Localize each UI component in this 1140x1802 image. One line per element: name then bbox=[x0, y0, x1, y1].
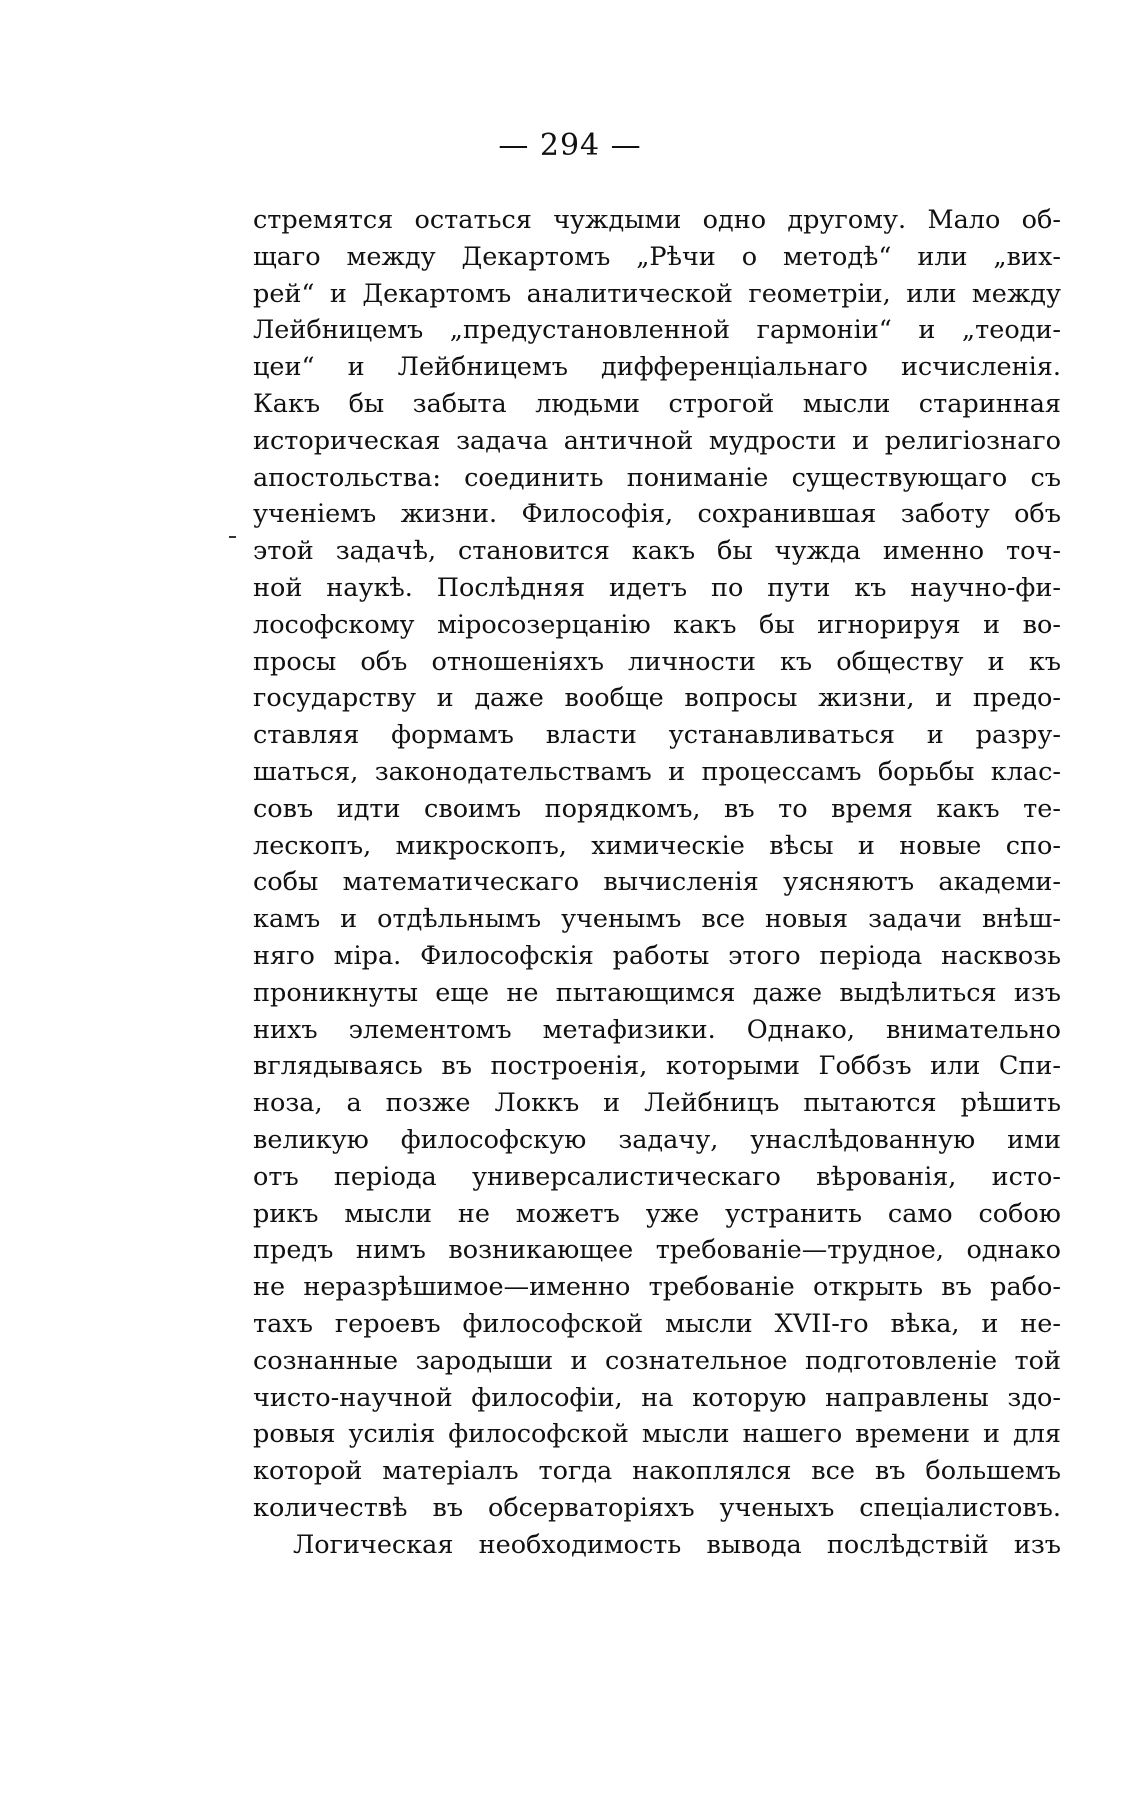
text-line: отъ періода универсалистическаго вѣрованія, исто- bbox=[253, 1161, 1061, 1192]
text-line: великую философскую задачу, унаслѣдованную ими bbox=[253, 1124, 1061, 1155]
text-line: предъ нимъ возникающее требованіе—трудное, однако bbox=[253, 1235, 1061, 1266]
text-line: цеи“ и Лейбницемъ дифференціальнаго исчисленія. bbox=[253, 352, 1061, 383]
text-line: этой задачѣ, становится какъ бы чужда именно точ- bbox=[253, 536, 1061, 567]
text-line: ной наукѣ. Послѣдняя идетъ по пути къ научно-фи- bbox=[253, 572, 1061, 603]
text-line: рикъ мысли не можетъ уже устранить само собою bbox=[253, 1198, 1061, 1229]
text-line: совъ идти своимъ порядкомъ, въ то время какъ те- bbox=[253, 793, 1061, 824]
text-line: стремятся остаться чуждыми одно другому. Мало об- bbox=[253, 205, 1061, 235]
text-line: Логическая необходимость вывода послѣдствій изъ bbox=[293, 1529, 1061, 1560]
text-line: ноза, а позже Локкъ и Лейбницъ пытаются рѣшить bbox=[253, 1088, 1061, 1119]
text-line: собы математическаго вычисленія уясняютъ академи- bbox=[253, 867, 1061, 898]
text-line: вглядываясь въ построенія, которыми Гоббзъ или Спи- bbox=[253, 1051, 1061, 1082]
text-line: лософскому міросозерцанію какъ бы игнорируя и во- bbox=[253, 609, 1061, 640]
text-line: которой матеріалъ тогда накоплялся все въ большемъ bbox=[253, 1456, 1061, 1487]
text-line: историческая задача античной мудрости и религіознаго bbox=[253, 425, 1061, 456]
text-line: няго міра. Философскія работы этого періода насквозь bbox=[253, 940, 1061, 971]
text-line: Какъ бы забыта людьми строгой мысли старинная bbox=[253, 388, 1061, 419]
text-line: ровыя усилія философской мысли нашего времени и для bbox=[253, 1419, 1061, 1450]
text-line: апостольства: соединить пониманіе существующаго съ bbox=[253, 462, 1061, 493]
text-line: проникнуты еще не пытающимся даже выдѣлиться изъ bbox=[253, 977, 1061, 1008]
text-line: чисто-научной философіи, на которую направлены здо- bbox=[253, 1382, 1061, 1413]
text-line: камъ и отдѣльнымъ ученымъ все новыя задачи внѣш- bbox=[253, 904, 1061, 935]
text-line: лескопъ, микроскопъ, химическіе вѣсы и новые спо- bbox=[253, 830, 1061, 861]
margin-mark bbox=[229, 536, 236, 538]
text-line: тахъ героевъ философской мысли XVII-го вѣка, и не- bbox=[253, 1308, 1061, 1339]
text-line: нихъ элементомъ метафизики. Однако, внимательно bbox=[253, 1014, 1061, 1045]
text-line: количествѣ въ обсерваторіяхъ ученыхъ спеціалистовъ. bbox=[253, 1492, 1061, 1523]
text-line: Лейбницемъ „предустановленной гармоніи“ и „теоди- bbox=[253, 315, 1061, 346]
text-line: шаться, законодательствамъ и процессамъ борьбы клас- bbox=[253, 756, 1061, 787]
text-line: сознанные зародыши и сознательное подготовленіе той bbox=[253, 1345, 1061, 1376]
text-line: не неразрѣшимое—именно требованіе открыть въ рабо- bbox=[253, 1272, 1061, 1303]
body-text bbox=[253, 202, 1061, 1563]
text-line: рей“ и Декартомъ аналитической геометріи, или между bbox=[253, 278, 1061, 309]
page-number: — 294 — bbox=[498, 128, 642, 163]
text-line: просы объ отношеніяхъ личности къ обществу и къ bbox=[253, 646, 1061, 677]
text-line: ставляя формамъ власти устанавливаться и разру- bbox=[253, 720, 1061, 751]
text-line: щаго между Декартомъ „Рѣчи о методѣ“ или „вих- bbox=[253, 241, 1061, 272]
text-line: государству и даже вообще вопросы жизни, и предо- bbox=[253, 683, 1061, 714]
text-line: ученіемъ жизни. Философія, сохранившая заботу объ bbox=[253, 499, 1061, 530]
